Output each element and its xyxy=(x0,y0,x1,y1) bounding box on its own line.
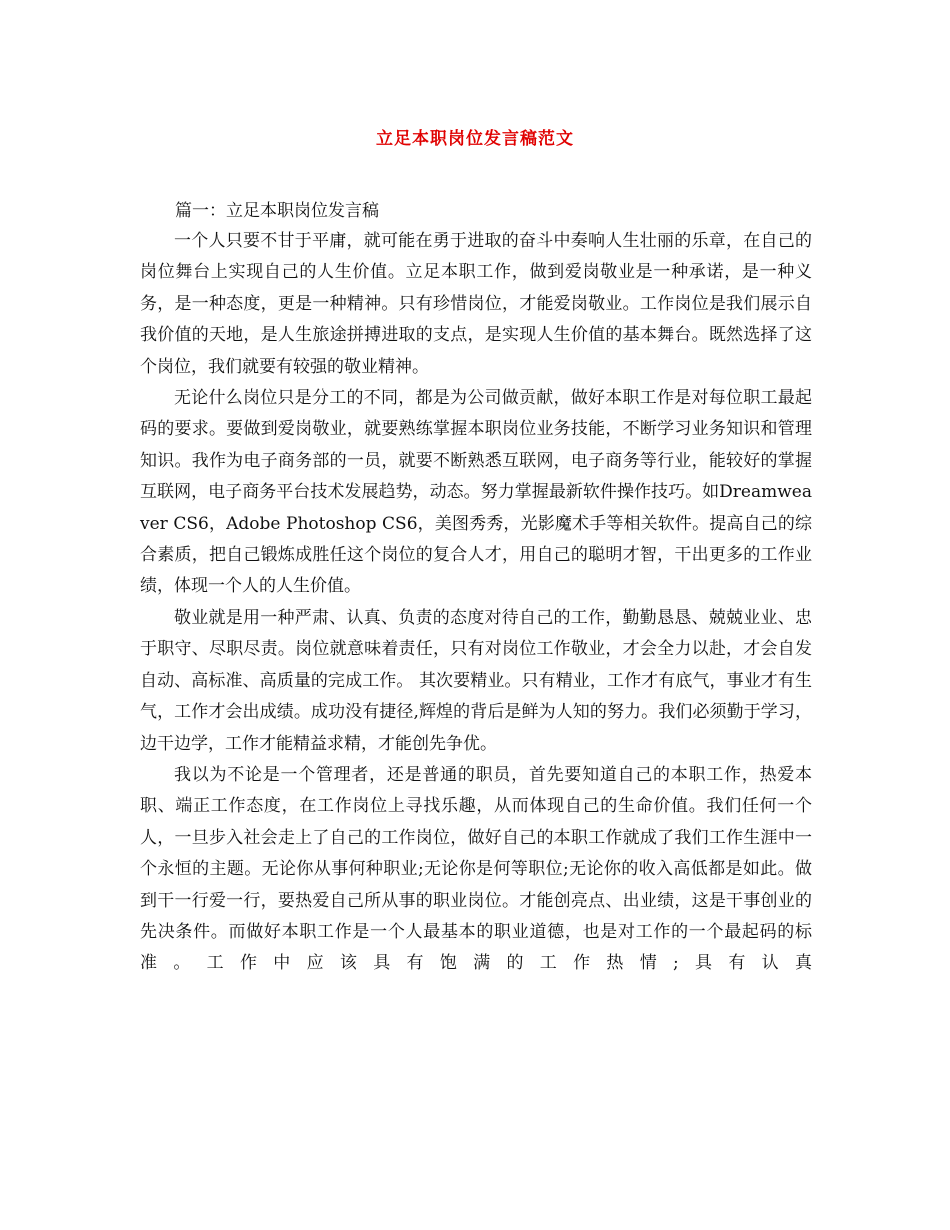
paragraph-4: 我以为不论是一个管理者，还是普通的职员，首先要知道自己的本职工作，热爱本职、端正工作态度，在工作岗位上寻找乐趣，从而体现自己的生命价值。我们任何一个人，一旦步入社会走上了自己的工作岗位，做好自己的本职工作就成了我们工作生涯中一个永恒的主题。无论你从事何种职业;无论你是何等职位;无论你的收入高低都是如此。做到干一行爱一行，要热爱自己所从事的职业岗位。才能创亮点、出业绩，这是干事创业的先决条件。而做好本职工作是一个人最基本的职业道德，也是对工作的一个最起码的标准。工作中应该具有饱满的工作热情;具有认真 xyxy=(140,764,812,974)
document-body xyxy=(140,226,812,980)
paragraph-1: 一个人只要不甘于平庸，就可能在勇于进取的奋斗中奏响人生壮丽的乐章，在自己的岗位舞台上实现自己的人生价值。立足本职工作，做到爱岗敬业是一种承诺，是一种义务，是一种态度，更是一种精神。只有珍惜岗位，才能爱岗敬业。工作岗位是我们展示自我价值的天地，是人生旅途拼搏进取的支点，是实现人生价值的基本舞台。既然选择了这个岗位，我们就要有较强的敬业精神。 xyxy=(140,231,812,377)
paragraph-3: 敬业就是用一种严肃、认真、负责的态度对待自己的工作，勤勤恳恳、兢兢业业、忠于职守、尽职尽责。岗位就意味着责任，只有对岗位工作敬业，才会全力以赴，才会自发自动、高标准、高质量的完成工作。 其次要精业。只有精业，工作才有底气，事业才有生气，工作才会出成绩。成功没有捷径,辉煌的背后是鲜为人知的努力。我们必须勤于学习，边干边学，工作才能精益求精，才能创先争优。 xyxy=(140,607,812,754)
section-heading: 篇一：立足本职岗位发言稿 xyxy=(175,201,379,221)
paragraph-2: 无论什么岗位只是分工的不同，都是为公司做贡献，做好本职工作是对每位职工最起码的要求。要做到爱岗敬业，就要熟练掌握本职岗位业务技能，不断学习业务知识和管理知识。我作为电子商务部的一员，就要不断熟悉互联网，电子商务等行业，能较好的掌握互联网，电子商务平台技术发展趋势，动态。努力掌握最新软件操作技巧。如Dreamweaver CS6，Adobe Photoshop CS6，美图秀秀，光影魔术手等相关软件。提高自己的综合素质，把自己锻炼成胜任这个岗位的复合人才，用自己的聪明才智，干出更多的工作业绩，体现一个人的人生价值。 xyxy=(140,388,812,597)
document-title: 立足本职岗位发言稿范文 xyxy=(376,129,574,149)
